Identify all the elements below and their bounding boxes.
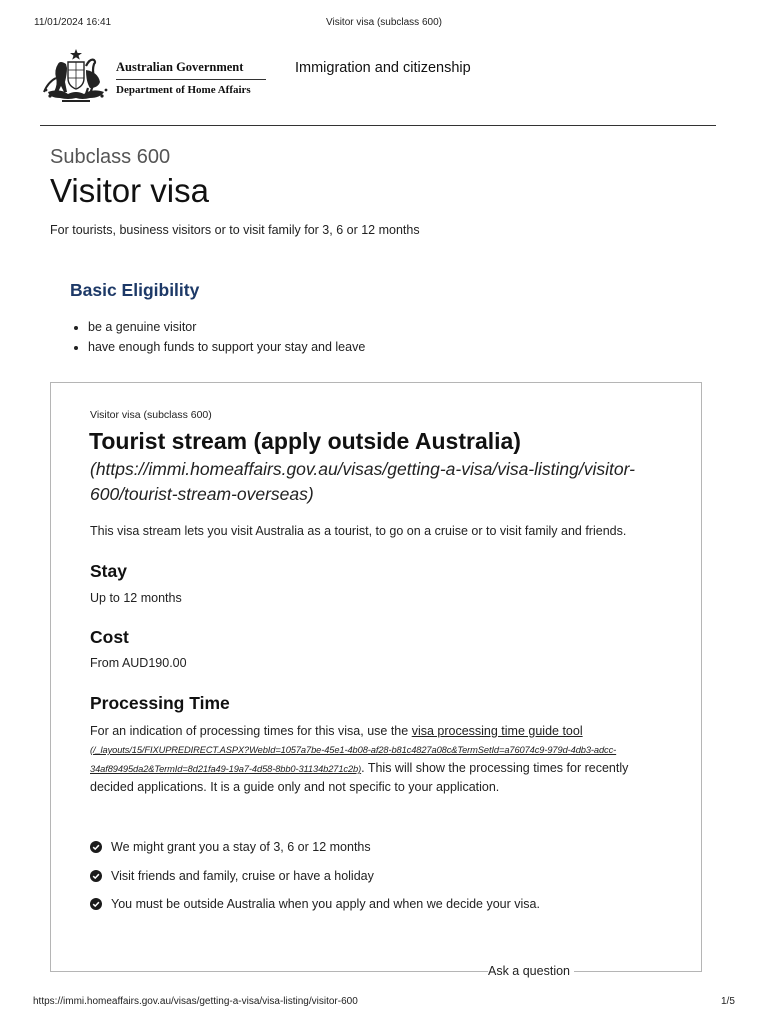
subclass-label: Subclass 600 bbox=[50, 146, 171, 168]
immigration-citizenship-link[interactable]: Immigration and citizenship bbox=[295, 60, 471, 76]
tourist-stream-card bbox=[50, 382, 702, 972]
home-affairs-logo[interactable] bbox=[40, 48, 270, 104]
print-header bbox=[0, 17, 768, 31]
stream-description: This visa stream lets you visit Australia as a tourist, to go on a cruise or to visit family and friends. bbox=[90, 524, 627, 538]
check-circle-icon bbox=[90, 841, 102, 853]
list-item: have enough funds to support your stay and leave bbox=[88, 338, 365, 358]
coat-of-arms-icon bbox=[40, 48, 112, 104]
eligibility-heading: Basic Eligibility bbox=[70, 280, 200, 300]
logo-divider bbox=[116, 79, 266, 80]
stream-title[interactable]: Tourist stream (apply outside Australia) bbox=[89, 428, 521, 454]
highlight-text: Visit friends and family, cruise or have a holiday bbox=[111, 868, 374, 883]
stay-value: Up to 12 months bbox=[90, 591, 182, 605]
ask-a-question-button[interactable]: Ask a question bbox=[488, 964, 574, 978]
site-header bbox=[40, 44, 716, 126]
highlight-text: We might grant you a stay of 3, 6 or 12 months bbox=[111, 840, 371, 854]
department-name: Department of Home Affairs bbox=[116, 84, 251, 96]
processing-time-guide-url[interactable]: (/_layouts/15/FIXUPREDIRECT.ASPX?WebId=1057a7be-45e1-4b08-af28-b81c4827a08c&TermSetId=a76074c9-979d-4db3-adcc-34af89495da2&TermId=8d21fa49-19a7-4d58-8bb0-31134b271c2b) bbox=[90, 745, 617, 774]
highlight-text: You must be outside Australia when you apply and when we decide your visa. bbox=[111, 897, 540, 911]
list-item bbox=[90, 839, 540, 868]
list-item bbox=[90, 868, 540, 897]
eligibility-list bbox=[88, 318, 365, 357]
print-page-url: https://immi.homeaffairs.gov.au/visas/getting-a-visa/visa-listing/visitor-600 bbox=[33, 996, 358, 1007]
visa-intro: For tourists, business visitors or to visit family for 3, 6 or 12 months bbox=[50, 223, 420, 237]
list-item: be a genuine visitor bbox=[88, 318, 365, 338]
list-item bbox=[90, 896, 540, 925]
processing-heading: Processing Time bbox=[90, 693, 230, 713]
print-document-title: Visitor visa (subclass 600) bbox=[326, 17, 442, 28]
check-circle-icon bbox=[90, 870, 102, 882]
processing-text-before: For an indication of processing times for this visa, use the bbox=[90, 724, 412, 738]
cost-heading: Cost bbox=[90, 627, 129, 647]
government-name: Australian Government bbox=[116, 60, 244, 74]
check-circle-icon bbox=[90, 898, 102, 910]
print-page-number: 1/5 bbox=[721, 996, 735, 1007]
processing-text bbox=[90, 722, 675, 796]
cost-value: From AUD190.00 bbox=[90, 656, 187, 670]
stream-url[interactable]: (https://immi.homeaffairs.gov.au/visas/getting-a-visa/visa-listing/visitor-600/tourist-stream-overseas) bbox=[90, 459, 635, 504]
print-datetime: 11/01/2024 16:41 bbox=[34, 17, 112, 28]
page-title: Visitor visa bbox=[50, 172, 209, 209]
card-kicker: Visitor visa (subclass 600) bbox=[90, 409, 212, 421]
stay-heading: Stay bbox=[90, 561, 127, 581]
stream-highlights bbox=[90, 839, 540, 925]
processing-text-after: . This will show the processing times for recently decided applications. It is a guide only and not specific to your application. bbox=[90, 761, 629, 794]
processing-time-guide-link[interactable]: visa processing time guide tool bbox=[411, 724, 583, 738]
